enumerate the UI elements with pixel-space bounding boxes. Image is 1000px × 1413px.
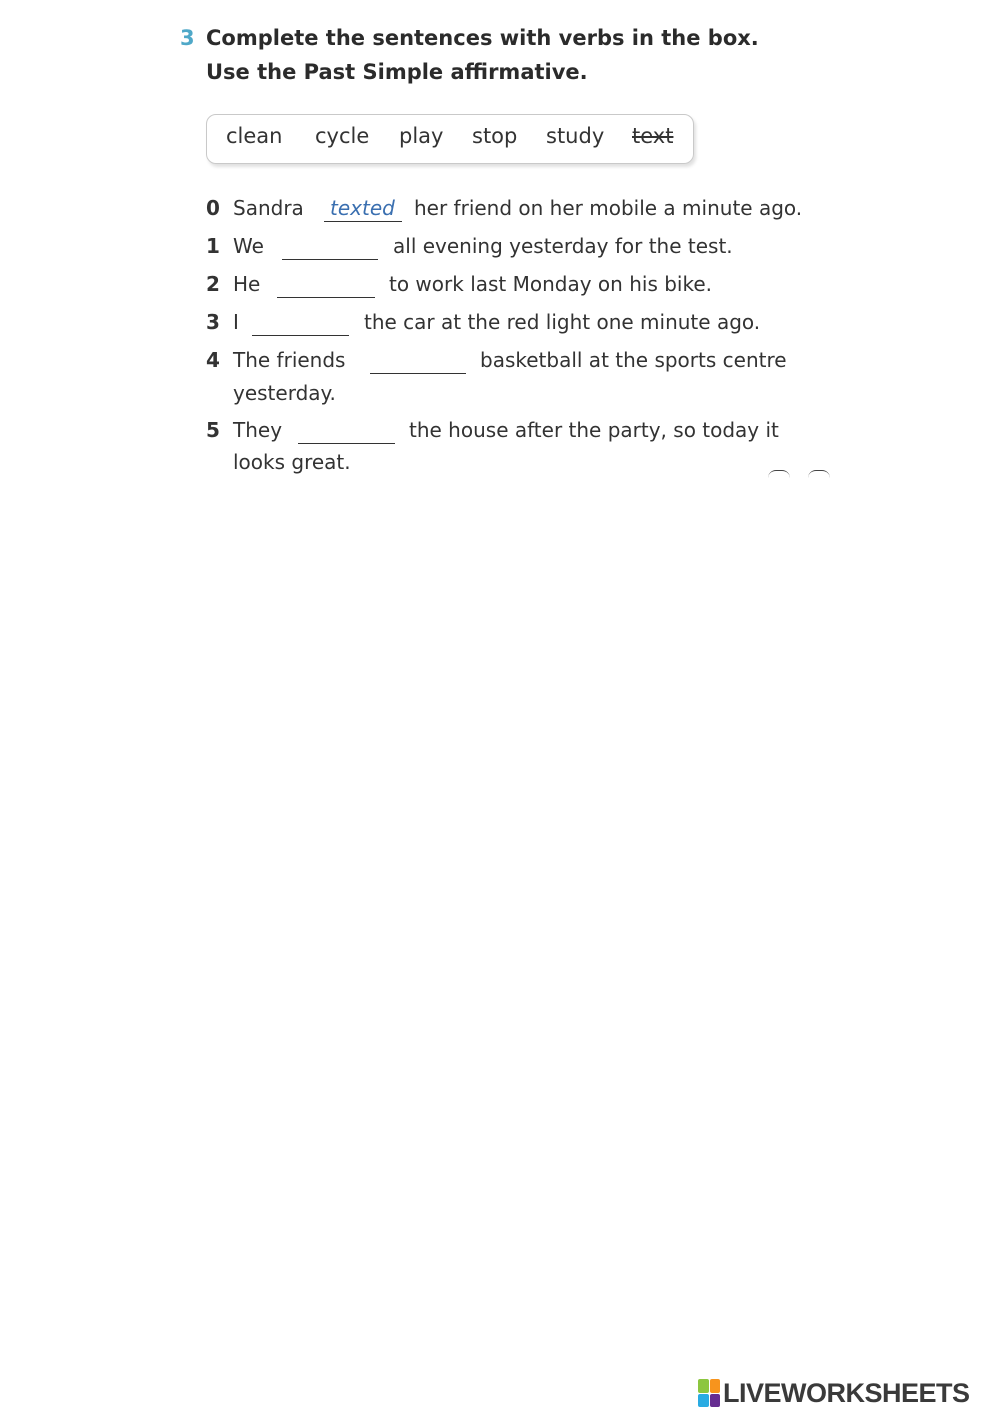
sentence-start: The friends — [233, 348, 346, 372]
sentence-number: 4 — [206, 348, 220, 372]
sentence-end: the house after the party, so today it — [409, 418, 779, 442]
liveworksheets-logo — [698, 1378, 970, 1408]
sentence-start: We — [233, 234, 264, 258]
cropped-corner-mark — [808, 470, 830, 479]
answer-blank-4[interactable] — [370, 350, 466, 374]
sentence-end: her friend on her mobile a minute ago. — [414, 196, 803, 220]
answer-blank-3[interactable] — [252, 312, 349, 336]
instruction-line-2: Use the Past Simple affirmative. — [206, 60, 588, 84]
sentence-number: 2 — [206, 272, 220, 296]
word-text-crossed: text — [632, 124, 674, 148]
sentence-number: 5 — [206, 418, 220, 442]
cropped-corner-mark — [768, 470, 790, 479]
exercise-number: 3 — [180, 26, 195, 50]
logo-text: LIVEWORKSHEETS — [723, 1377, 970, 1408]
word-stop: stop — [472, 124, 518, 148]
sentence-continuation: looks great. — [233, 450, 351, 474]
word-clean: clean — [226, 124, 283, 148]
answer-blank-5[interactable] — [298, 420, 395, 444]
word-play: play — [399, 124, 444, 148]
sentence-start: Sandra — [233, 196, 304, 220]
sentence-continuation: yesterday. — [233, 381, 336, 405]
sentence-number: 1 — [206, 234, 220, 258]
sentence-end: the car at the red light one minute ago. — [364, 310, 761, 334]
sentence-start: He — [233, 272, 261, 296]
sentence-number: 0 — [206, 196, 220, 220]
answer-blank-1[interactable] — [282, 236, 378, 260]
answer-blank-2[interactable] — [277, 274, 375, 298]
sentence-start: They — [233, 418, 283, 442]
example-answer: texted — [330, 196, 395, 220]
sentence-end: all evening yesterday for the test. — [393, 234, 733, 258]
sentence-start: I — [233, 310, 239, 334]
word-cycle: cycle — [315, 124, 370, 148]
logo-mark-icon — [698, 1379, 720, 1407]
sentence-end: basketball at the sports centre — [480, 348, 787, 372]
instruction-line-1: Complete the sentences with verbs in the box. — [206, 26, 759, 50]
word-study: study — [546, 124, 605, 148]
sentence-end: to work last Monday on his bike. — [389, 272, 712, 296]
sentence-number: 3 — [206, 310, 220, 334]
